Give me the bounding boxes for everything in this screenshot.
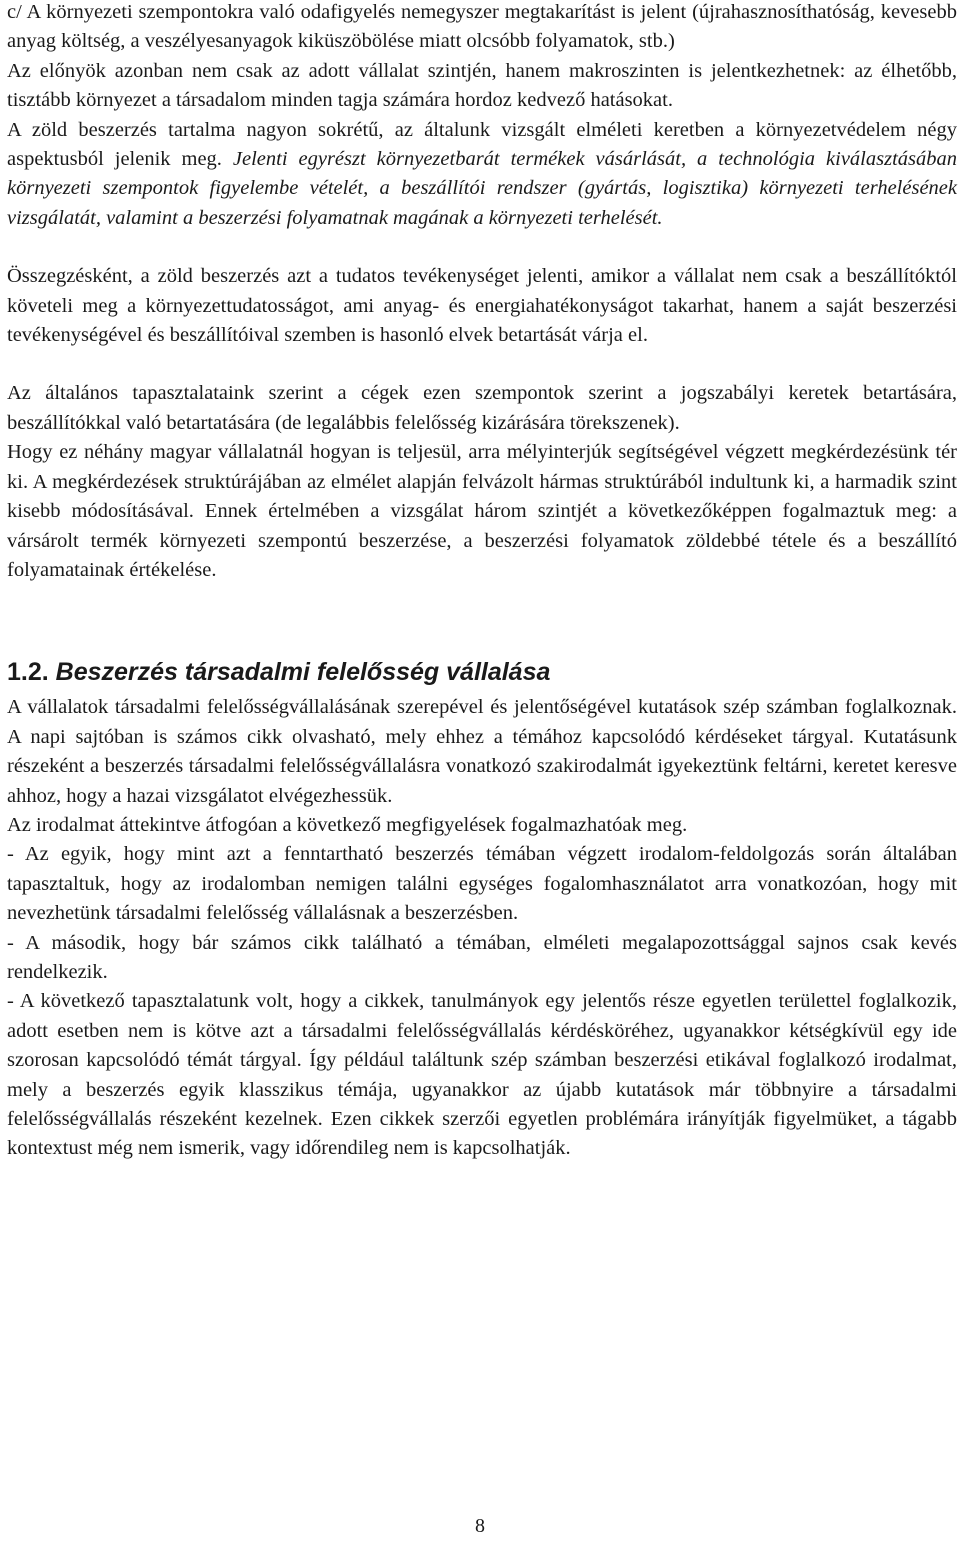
section-number: 1.2. — [7, 658, 49, 687]
list-paragraph: - A következő tapasztalatunk volt, hogy a cikkek, tanulmányok egy jelentős része egyetlen területtel foglalkozik, adott esetben nem is kötve azt a társadalmi felelősségvállalás kérdésköréhez, ugyanakkor kétségkívül egy ide szorosan kapcsolódó témát tárgyal. Így például találtunk szép számban beszerzési etikával foglalkozó irodalmat, mely a beszerzés egyik klasszikus témája, ugyanakkor az újabb kutatások már többnyire a társadalmi felelősségvállalás részeként kezelnek. Ezen cikkek szerzői egyetlen problémára irányítják figyelmüket, a tágabb kontextust még nem ismerik, vagy időrendileg nem is kapcsolhatják. — [7, 990, 957, 1160]
paragraph-spacer — [7, 350, 957, 379]
document-page — [7, 0, 957, 1164]
paragraph: A vállalatok társadalmi felelősségvállalásának szerepével és jelentőségével kutatások szép számban foglalkoznak. A napi sajtóban is számos cikk olvasható, mely ehhez a témához kapcsolódó kérdéseket tárgyal. Kutatásunk részeként a beszerzés társadalmi felelősségvállalásra vonatkozó szakirodalmát igyekeztünk feltárni, keretet keresve ahhoz, hogy a hazai vizsgálatot elvégezhessük. — [7, 696, 957, 807]
page-number: 8 — [475, 1515, 485, 1537]
paragraph: Az irodalmat áttekintve átfogóan a következő megfigyelések fogalmazhatóak meg. — [7, 813, 688, 836]
list-paragraph: - A második, hogy bár számos cikk található a témában, elméleti megalapozottsággal sajnos csak kevés rendelkezik. — [7, 931, 957, 983]
section-title: Beszerzés társadalmi felelősség vállalása — [55, 658, 551, 687]
paragraph-italic-text: Jelenti egyrészt környezetbarát termékek vásárlását, a technológia kiválasztásában környezeti szempontok figyelembe vételét, a beszállítói rendszer (gyártás, logisztika) környezeti terhelésének vizsgálatát, valamint a beszerzési folyamatnak magának a környezeti terhelését. — [7, 148, 957, 229]
section-heading — [7, 655, 957, 689]
paragraph-text: A zöld beszerzés tartalma nagyon sokrétű, az általunk vizsgált elméleti keretben a környezetvédelem négy aspektusból jelenik meg. — [7, 118, 957, 171]
paragraph: Az előnyök azonban nem csak az adott vállalat szintjén, hanem makroszinten is jelentkezhetnek: az élhetőbb, tisztább környezet a társadalom minden tagja számára hordoz kedvező hatásokat. — [7, 59, 957, 112]
paragraph: Hogy ez néhány magyar vállalatnál hogyan is teljesül, arra mélyinterjúk segítségével végzett megkérdezésünk tér ki. A megkérdezések struktúrájában az elmélet alapján felvázolt hármas struktúrából indultunk ki, a harmadik szint kisebb módosításával. Ennek értelmében a vizsgálat három szintjét a következőképpen fogalmaztuk meg: a vársárolt termék környezeti szempontú beszerzése, a beszerzési folyamatok zöldebbé tétele és a beszállító folyamatainak értékelése. — [7, 441, 957, 581]
paragraph: c/ A környezeti szempontokra való odafigyelés nemegyszer megtakarítást is jelent (újrahasznosíthatóság, kevesebb anyag költség, a veszélyesanyagok kiküszöbölése miatt olcsóbb folyamatok, stb.) — [7, 1, 957, 53]
paragraph: Az általános tapasztalataink szerint a cégek ezen szempontok szerint a jogszabályi keretek betartására, beszállítókkal való betartatására (de legalábbis felelősség kizárására törekszenek). — [7, 382, 957, 434]
paragraph: Összegzésként, a zöld beszerzés azt a tudatos tevékenységet jelenti, amikor a vállalat nem csak a beszállítóktól követeli meg a környezettudatosságot, ami anyag- és energiahatékonyságot takarhat, hanem a saját beszerzési tevékenységével és beszállítóival szemben is hasonló elvek betartását várja el. — [7, 265, 957, 347]
section-spacer — [7, 585, 957, 655]
paragraph-spacer — [7, 233, 957, 262]
paragraph — [7, 116, 957, 234]
list-paragraph: - Az egyik, hogy mint azt a fenntartható beszerzés témában végzett irodalom-feldolgozás során általában tapasztaltuk, hogy az irodalomban nemigen találni egységes fogalomhasználatot arra vonatkozóan, hogy mit nevezhetünk társadalmi felelősség vállalásnak a beszerzésben. — [7, 843, 957, 925]
